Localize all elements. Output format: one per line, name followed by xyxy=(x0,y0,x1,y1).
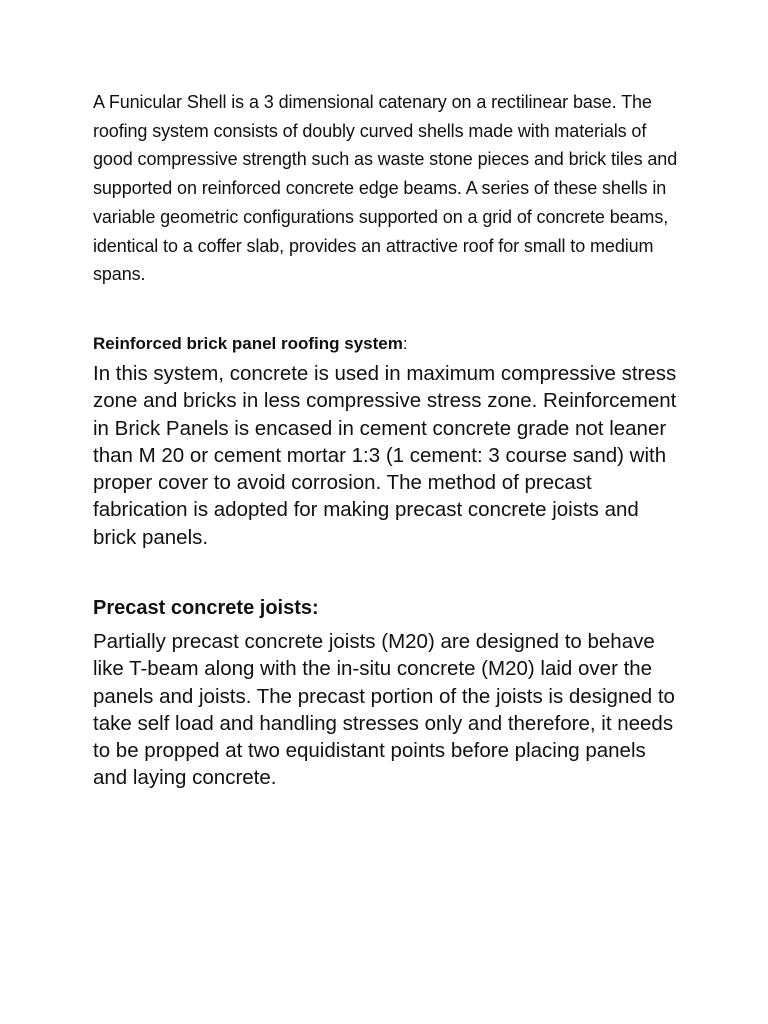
section-heading-brick-panel xyxy=(93,330,683,358)
precast-joists-paragraph: Partially precast concrete joists (M20) are designed to behave like T-beam along with the in-situ concrete (M20) laid over the panels and joists. The precast portion of the joists is designed to take self load and handling stresses only and therefore, it needs to be propped at two equidistant points before placing panels and laying concrete. xyxy=(93,630,675,790)
section-heading-colon: : xyxy=(402,333,408,353)
section-heading-precast-joists: Precast concrete joists: xyxy=(93,597,319,619)
brick-panel-paragraph: In this system, concrete is used in maximum compressive stress zone and bricks in less compressive stress zone. Reinforcement in Brick Panels is encased in cement concrete grade not leaner than M 20 or cement mortar 1:3 (1 cement: 3 course sand) with proper cover to avoid corrosion. The method of precast fabrication is adopted for making precast concrete joists and brick panels. xyxy=(93,361,677,549)
section-heading-brick-panel-text: Reinforced brick panel roofing system xyxy=(93,333,403,353)
document-page xyxy=(93,88,683,792)
intro-paragraph: A Funicular Shell is a 3 dimensional catenary on a rectilinear base. The roofing system consists of doubly curved shells made with materials of good compressive strength such as waste stone pieces and brick tiles and supported on reinforced concrete edge beams. A series of these shells in variable geometric configurations supported on a grid of concrete beams, identical to a coffer slab, provides an attractive roof for small to medium spans. xyxy=(93,92,678,285)
